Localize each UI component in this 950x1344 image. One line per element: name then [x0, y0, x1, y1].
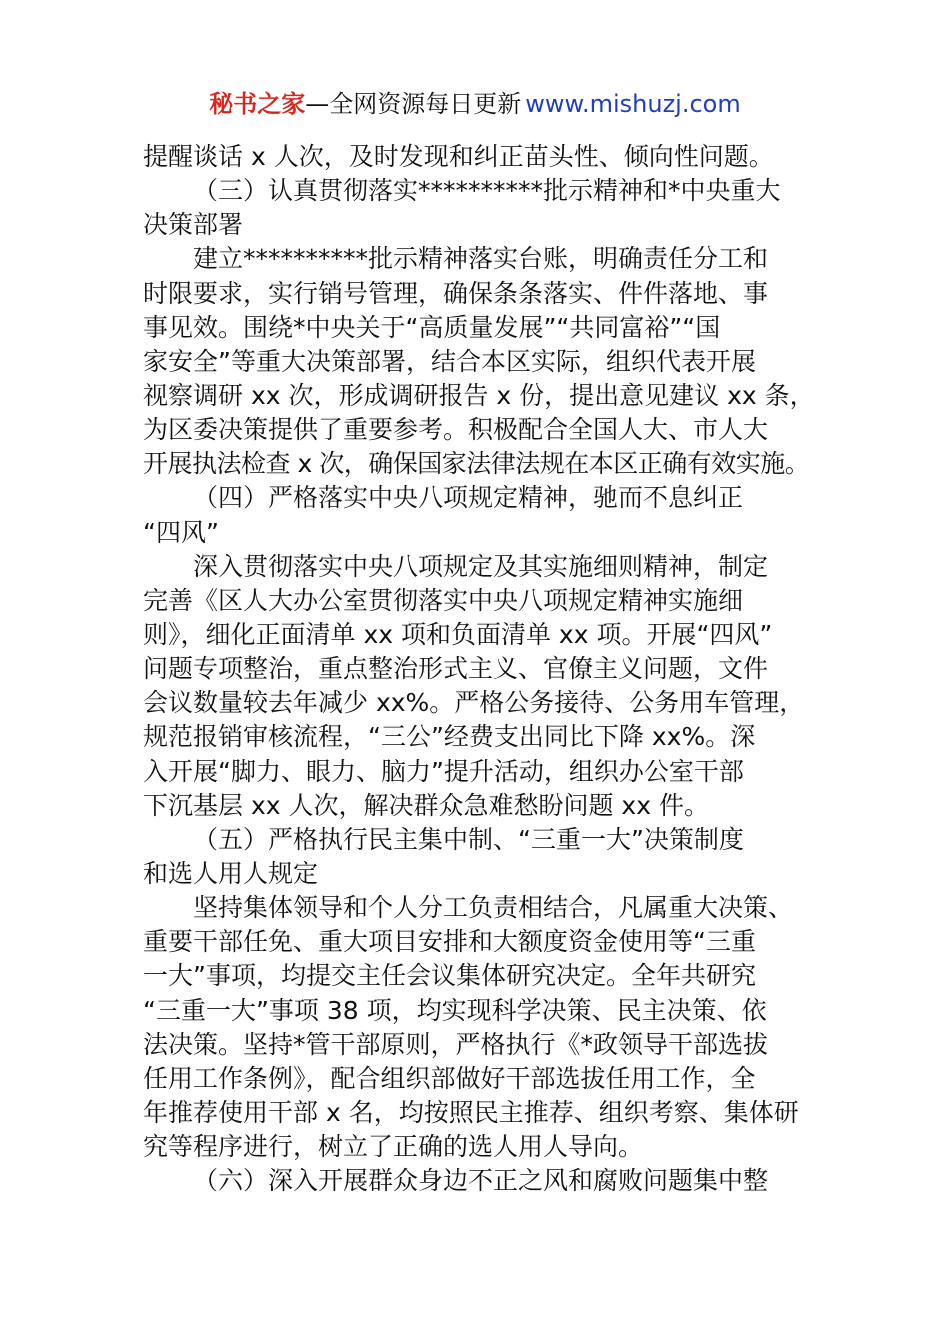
paragraph-line: “三重一大”事项 38 项，均实现科学决策、民主决策、依	[143, 995, 767, 1025]
section-heading-line: 和选人用人规定	[143, 858, 319, 888]
paragraph-line: 深入贯彻落实中央八项规定及其实施细则精神，制定	[193, 551, 769, 581]
paragraph-line: 时限要求，实行销号管理，确保条条落实、件件落地、事	[143, 278, 769, 308]
paragraph-line: 下沉基层 xx 人次，解决群众急难愁盼问题 xx 件。	[143, 790, 709, 820]
paragraph-line: 开展执法检查 x 次，确保国家法律法规在本区正确有效实施。	[143, 449, 810, 479]
paragraph-line: 家安全”等重大决策部署，结合本区实际，组织代表开展	[143, 346, 756, 376]
document-body	[143, 140, 815, 1198]
paragraph-line: 任用工作条例》，配合组织部做好干部选拔任用工作，全	[143, 1063, 756, 1093]
header-tagline: —全网资源每日更新	[305, 90, 522, 118]
header-url: www.mishuzj.com	[525, 90, 741, 118]
paragraph-line: 规范报销审核流程，“三公”经费支出同比下降 xx%。深	[143, 722, 756, 752]
section-heading-line: （六）深入开展群众身边不正之风和腐败问题集中整	[193, 1166, 769, 1196]
section-heading-line: （三）认真贯彻落实**********批示精神和*中央重大	[193, 176, 781, 206]
header-brand: 秘书之家	[209, 90, 306, 118]
paragraph-line: 为区委决策提供了重要参考。积极配合全国人大、市人大	[143, 415, 769, 445]
paragraph-line: 会议数量较去年减少 xx%。严格公务接待、公务用车管理，	[143, 688, 805, 718]
section-heading-line: （五）严格执行民主集中制、“三重一大”决策制度	[193, 824, 744, 854]
paragraph-line: 坚持集体领导和个人分工负责相结合，凡属重大决策、	[193, 893, 794, 923]
paragraph-line: 建立**********批示精神落实台账，明确责任分工和	[193, 244, 769, 274]
paragraph-line: 视察调研 xx 次，形成调研报告 x 份，提出意见建议 xx 条，	[143, 380, 815, 410]
section-heading-line: （四）严格落实中央八项规定精神，驰而不息纠正	[193, 483, 744, 513]
paragraph-line: 入开展“脚力、眼力、脑力”提升活动，组织办公室干部	[143, 756, 744, 786]
paragraph-line: 事见效。围绕*中央关于“高质量发展”“共同富裕”“国	[143, 312, 721, 342]
paragraph-line: 年推荐使用干部 x 名，均按照民主推荐、组织考察、集体研	[143, 1097, 799, 1127]
paragraph-line: 则》，细化正面清单 xx 项和负面清单 xx 项。开展“四风”	[143, 619, 773, 649]
paragraph-line: 究等程序进行，树立了正确的选人用人导向。	[143, 1132, 644, 1162]
section-heading-line: “四风”	[143, 517, 219, 547]
paragraph-line: 提醒谈话 x 人次，及时发现和纠正苗头性、倾向性问题。	[143, 142, 774, 171]
paragraph-line: 重要干部任免、重大项目安排和大额度资金使用等“三重	[143, 927, 756, 957]
paragraph-line: 一大”事项，均提交主任会议集体研究决定。全年共研究	[143, 961, 756, 991]
section-heading-line: 决策部署	[143, 210, 244, 240]
paragraph-line: 完善《区人大办公室贯彻落实中央八项规定精神实施细	[143, 585, 744, 615]
site-header	[0, 86, 950, 122]
paragraph-line: 问题专项整治，重点整治形式主义、官僚主义问题，文件	[143, 654, 769, 684]
paragraph-line: 法决策。坚持*管干部原则，严格执行《*政领导干部选拔	[143, 1029, 769, 1059]
